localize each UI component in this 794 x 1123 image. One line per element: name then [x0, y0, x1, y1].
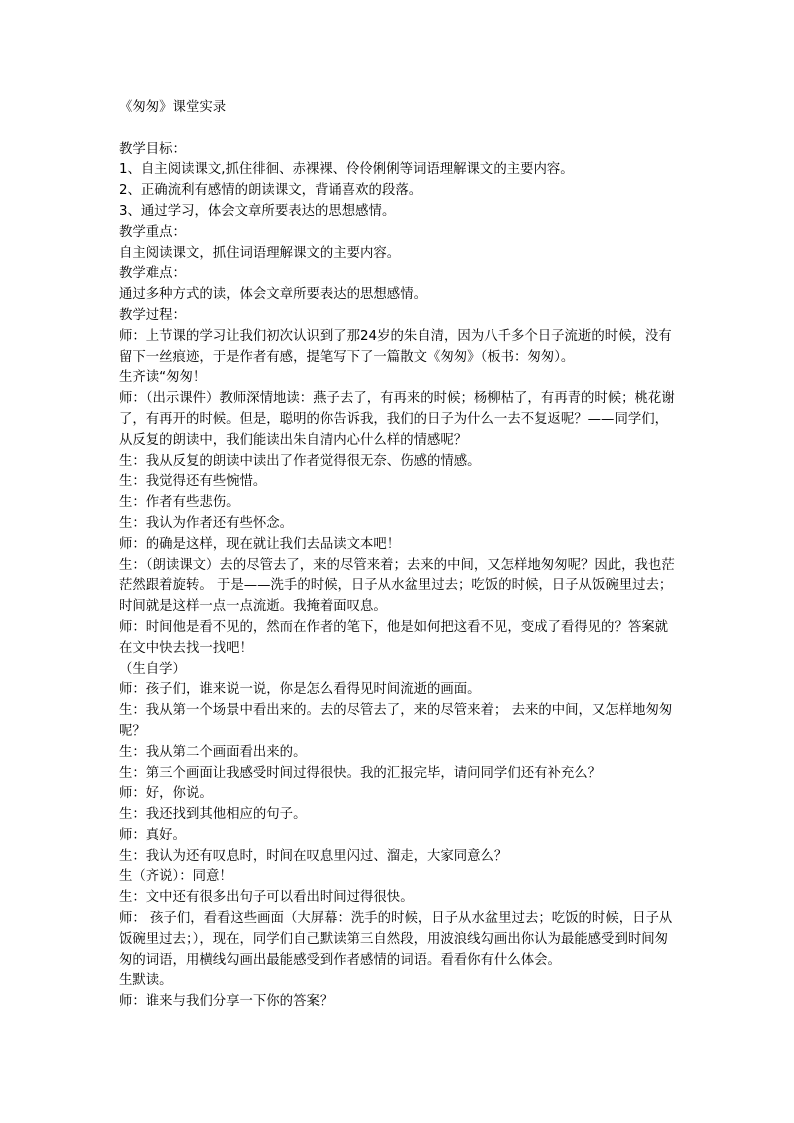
paragraph: 师：孩子们，谁来说一说，你是怎么看得见时间流逝的画面。 — [119, 682, 481, 698]
paragraph: 师：好，你说。 — [119, 786, 213, 802]
paragraph: 1、自主阅读课文,抓住徘徊、赤裸裸、伶伶俐俐等词语理解课文的主要内容。 — [119, 162, 574, 178]
paragraph: 生：我从第一个场景中看出来的。去的尽管去了，来的尽管来着； 去来的中间，又怎样地匆匆呢？ — [119, 703, 673, 739]
paragraph: 生：我认为作者还有些怀念。 — [119, 515, 294, 531]
paragraph: 生：作者有些悲伤。 — [119, 495, 240, 511]
paragraph: 师：（出示课件）教师深情地读：燕子去了，有再来的时候；杨柳枯了，有再青的时候；桃花谢了，有再开的时候。但是，聪明的你告诉我，我们的日子为什么一去不复返呢？——同学们，从反复的朗读中，我们能读出朱自清内心什么样的情感呢？ — [119, 391, 675, 448]
paragraph: 生：我还找到其他相应的句子。 — [119, 807, 307, 823]
paragraph: 自主阅读课文，抓住词语理解课文的主要内容。 — [119, 245, 401, 261]
paragraph: 生：文中还有很多出句子可以看出时间过得很快。 — [119, 890, 414, 906]
paragraph: 教学重点： — [119, 224, 186, 240]
paragraph: 3、通过学习，体会文章所要表达的思想感情。 — [119, 203, 396, 219]
paragraph: 师： 孩子们，看看这些画面（大屏幕：洗手的时候，日子从水盆里过去；吃饭的时候，日子从饭碗里过去；），现在，同学们自己默读第三自然段，用波浪线勾画出你认为最能感受到时间匆匆的词语，用横线勾画出最能感受到作者感情的词语。看看你有什么体会。 — [119, 911, 673, 968]
paragraph: 师：时间他是看不见的，然而在作者的笔下，他是如何把这看不见，变成了看得见的？答案就在文中快去找一找吧！ — [119, 619, 669, 656]
paragraph: 生（齐说）：同意！ — [119, 869, 233, 885]
paragraph: 生：第三个画面让我感受时间过得很快。我的汇报完毕，请问同学们还有补充么？ — [119, 765, 602, 781]
paragraph: 生齐读“匆匆！ — [119, 370, 207, 386]
paragraph: 生：（朗读课文）去的尽管去了，来的尽管来着；去来的中间，又怎样地匆匆呢？因此，我也茫茫然跟着旋转。 于是——洗手的时候，日子从水盆里过去；吃饭的时候，日子从饭碗里过去；时间就是这样一点一点流逝。我掩着面叹息。 — [119, 557, 675, 615]
paragraph: 生：我认为还有叹息时，时间在叹息里闪过、溜走，大家同意么？ — [119, 848, 508, 864]
paragraph: （生自学） — [119, 661, 186, 677]
paragraph: 师：谁来与我们分享一下你的答案？ — [119, 994, 334, 1010]
paragraph: 师：的确是这样，现在就让我们去品读文本吧！ — [119, 536, 401, 552]
paragraph: 2、正确流利有感情的朗读课文，背诵喜欢的段落。 — [119, 183, 423, 199]
paragraph: 生默读。 — [119, 973, 173, 989]
document-page — [119, 98, 679, 1013]
paragraph: 教学目标： — [119, 141, 186, 157]
paragraph: 通过多种方式的读，体会文章所要表达的思想感情。 — [119, 287, 427, 303]
paragraph: 生：我觉得还有些惋惜。 — [119, 474, 267, 490]
document-body — [119, 140, 679, 1013]
paragraph: 生：我从第二个画面看出来的。 — [119, 744, 307, 760]
paragraph: 师：真好。 — [119, 827, 186, 843]
paragraph: 教学难点： — [119, 266, 186, 282]
document-title: 《匆匆》课堂实录 — [119, 100, 227, 115]
paragraph: 教学过程： — [119, 307, 186, 323]
paragraph: 生：我从反复的朗读中读出了作者觉得很无奈、伤感的情感。 — [119, 453, 481, 469]
paragraph: 师：上节课的学习让我们初次认识到了那24岁的朱自清，因为八千多个日子流逝的时候，没有留下一丝痕迹，于是作者有感，提笔写下了一篇散文《匆匆》（板书：匆匆）。 — [119, 328, 672, 365]
